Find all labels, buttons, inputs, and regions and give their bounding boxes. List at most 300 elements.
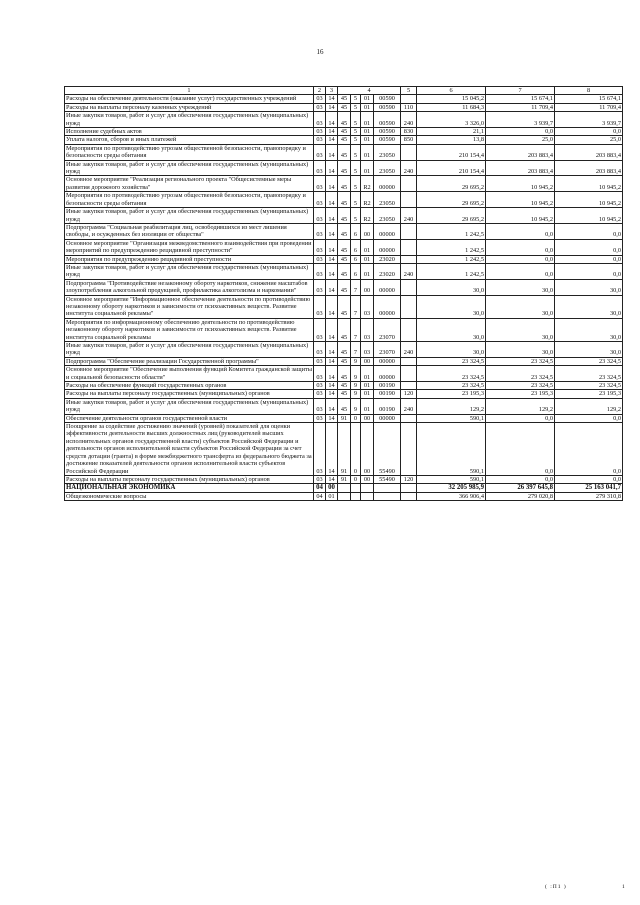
value-col-7: 23 324,5	[486, 357, 555, 365]
code-subprogram: 6	[351, 263, 361, 279]
code-expense-type: 240	[401, 160, 417, 176]
row-name: Иные закупки товаров, работ и услуг для обеспечения государственных (муниципальных) нужд	[65, 208, 314, 224]
code-expense-type: 120	[401, 390, 417, 398]
code-subprogram: 7	[351, 342, 361, 358]
code-direction: 00190	[374, 382, 401, 390]
value-col-7: 0,0	[486, 255, 555, 263]
code-expense-type	[401, 414, 417, 422]
code-expense-type	[401, 357, 417, 365]
row-name: Уплата налогов, сборов и иных платежей	[65, 136, 314, 144]
code-section: 03	[314, 382, 326, 390]
budget-table	[64, 86, 623, 501]
header-col-2: 2	[314, 87, 326, 95]
value-col-6: 32 205 985,9	[417, 484, 486, 492]
code-program: 91	[338, 475, 351, 483]
value-col-7: 0,0	[486, 263, 555, 279]
table-row	[65, 279, 623, 295]
code-direction: 00000	[374, 239, 401, 255]
code-section: 03	[314, 95, 326, 103]
code-subsection: 14	[326, 112, 338, 128]
value-col-8: 203 883,4	[555, 144, 623, 160]
table-row	[65, 208, 623, 224]
code-section: 03	[314, 390, 326, 398]
value-col-8: 10 945,2	[555, 176, 623, 192]
code-subsection: 14	[326, 255, 338, 263]
row-name: Иные закупки товаров, работ и услуг для обеспечения государственных (муниципальных) нужд	[65, 112, 314, 128]
code-subprogram: 5	[351, 208, 361, 224]
value-col-6: 15 045,2	[417, 95, 486, 103]
code-direction: 00000	[374, 414, 401, 422]
value-col-8: 25 163 041,7	[555, 484, 623, 492]
value-col-6: 366 906,4	[417, 492, 486, 500]
table-row	[65, 263, 623, 279]
code-subprogram: 5	[351, 192, 361, 208]
row-name: Подпрограмма "Обеспечение реализации Государственной программы"	[65, 357, 314, 365]
code-direction: 23050	[374, 160, 401, 176]
code-subprogram: 7	[351, 295, 361, 318]
value-col-6: 23 324,5	[417, 357, 486, 365]
value-col-8: 0,0	[555, 239, 623, 255]
code-measure: R2	[361, 208, 374, 224]
code-direction: 55490	[374, 475, 401, 483]
code-section: 03	[314, 176, 326, 192]
code-direction: 23050	[374, 144, 401, 160]
code-subsection: 14	[326, 357, 338, 365]
value-col-6: 29 695,2	[417, 192, 486, 208]
value-col-6: 1 242,5	[417, 255, 486, 263]
code-direction	[374, 484, 401, 492]
value-col-6: 590,1	[417, 475, 486, 483]
code-subprogram: 7	[351, 318, 361, 341]
code-expense-type	[401, 223, 417, 239]
value-col-6: 210 154,4	[417, 144, 486, 160]
code-direction: 00000	[374, 223, 401, 239]
value-col-8: 23 324,5	[555, 366, 623, 382]
code-subprogram: 6	[351, 255, 361, 263]
code-expense-type	[401, 192, 417, 208]
table-row	[65, 112, 623, 128]
code-subsection: 14	[326, 160, 338, 176]
table-row	[65, 255, 623, 263]
code-measure: 03	[361, 342, 374, 358]
value-col-8: 203 883,4	[555, 160, 623, 176]
value-col-8: 0,0	[555, 423, 623, 476]
code-section: 03	[314, 357, 326, 365]
value-col-8: 0,0	[555, 263, 623, 279]
row-name: Иные закупки товаров, работ и услуг для обеспечения государственных (муниципальных) нужд	[65, 398, 314, 414]
code-expense-type: 850	[401, 136, 417, 144]
value-col-7: 203 883,4	[486, 144, 555, 160]
code-measure: 00	[361, 223, 374, 239]
code-section: 03	[314, 239, 326, 255]
code-subprogram: 5	[351, 160, 361, 176]
code-section: 03	[314, 208, 326, 224]
code-subprogram: 5	[351, 136, 361, 144]
code-program: 45	[338, 223, 351, 239]
code-program: 45	[338, 366, 351, 382]
value-col-8: 23 324,5	[555, 357, 623, 365]
table-row	[65, 192, 623, 208]
code-measure: 00	[361, 279, 374, 295]
code-direction: 00000	[374, 176, 401, 192]
value-col-8: 0,0	[555, 223, 623, 239]
code-measure: 01	[361, 239, 374, 255]
value-col-7: 0,0	[486, 128, 555, 136]
code-subsection: 14	[326, 279, 338, 295]
value-col-7: 15 674,1	[486, 95, 555, 103]
row-name: Подпрограмма "Социальная реабилитация лиц, освободившихся из мест лишения свободы, и осужденных без изоляции от общества"	[65, 223, 314, 239]
code-measure: 03	[361, 318, 374, 341]
value-col-8: 11 709,4	[555, 103, 623, 111]
code-expense-type	[401, 255, 417, 263]
code-program: 45	[338, 128, 351, 136]
table-row	[65, 176, 623, 192]
code-subprogram	[351, 484, 361, 492]
value-col-8: 15 674,1	[555, 95, 623, 103]
row-name: Мероприятия по противодействию угрозам общественной безопасности, правопорядку и безопасности среды обитания	[65, 144, 314, 160]
code-subsection: 14	[326, 144, 338, 160]
table-row	[65, 492, 623, 500]
code-subsection: 14	[326, 176, 338, 192]
code-direction	[374, 492, 401, 500]
footer-code: ( :П1 )	[545, 884, 567, 890]
code-subprogram: 7	[351, 279, 361, 295]
value-col-6: 590,1	[417, 414, 486, 422]
value-col-7: 203 883,4	[486, 160, 555, 176]
row-name: Мероприятия по противодействию угрозам общественной безопасности, правопорядку и безопасности среды обитания	[65, 192, 314, 208]
code-subprogram: 6	[351, 239, 361, 255]
code-program: 45	[338, 342, 351, 358]
code-measure: 01	[361, 160, 374, 176]
code-direction: 23050	[374, 208, 401, 224]
code-program: 45	[338, 318, 351, 341]
code-measure: 01	[361, 128, 374, 136]
row-name: Мероприятия по предупреждению рецидивной преступности	[65, 255, 314, 263]
value-col-6: 11 684,3	[417, 103, 486, 111]
code-subprogram: 5	[351, 95, 361, 103]
value-col-7: 30,0	[486, 295, 555, 318]
value-col-8: 23 324,5	[555, 382, 623, 390]
code-direction: 23050	[374, 192, 401, 208]
value-col-6: 21,1	[417, 128, 486, 136]
code-subsection: 14	[326, 318, 338, 341]
value-col-6: 13,8	[417, 136, 486, 144]
row-name: Основное мероприятие "Реализация регионального проекта "Общесистемные меры развития дорожного хозяйства"	[65, 176, 314, 192]
value-col-7: 23 195,3	[486, 390, 555, 398]
code-subsection: 14	[326, 192, 338, 208]
code-program: 45	[338, 357, 351, 365]
table-row	[65, 95, 623, 103]
code-subprogram: 0	[351, 475, 361, 483]
value-col-6: 129,2	[417, 398, 486, 414]
code-section: 03	[314, 398, 326, 414]
code-section: 04	[314, 492, 326, 500]
code-subsection: 14	[326, 382, 338, 390]
value-col-8: 30,0	[555, 342, 623, 358]
code-measure: 01	[361, 366, 374, 382]
table-row	[65, 136, 623, 144]
value-col-8: 10 945,2	[555, 208, 623, 224]
code-direction: 23070	[374, 342, 401, 358]
row-name: Основное мероприятие "Организация межведомственного взаимодействия при проведении мероприятий по предупреждению рецидивной преступности"	[66, 239, 312, 255]
code-program: 45	[338, 208, 351, 224]
code-measure: 01	[361, 144, 374, 160]
code-section: 03	[314, 423, 326, 476]
code-subsection: 14	[326, 475, 338, 483]
value-col-8: 0,0	[555, 414, 623, 422]
code-program: 45	[338, 136, 351, 144]
value-col-7: 279 020,8	[486, 492, 555, 500]
code-direction: 00590	[374, 103, 401, 111]
code-program: 45	[338, 103, 351, 111]
value-col-7: 10 945,2	[486, 208, 555, 224]
code-section: 03	[314, 160, 326, 176]
footer-mark: 1	[622, 884, 625, 890]
code-program: 45	[338, 144, 351, 160]
code-section: 03	[314, 144, 326, 160]
code-subsection: 14	[326, 414, 338, 422]
code-measure: 01	[361, 103, 374, 111]
code-program: 45	[338, 192, 351, 208]
code-subprogram: 9	[351, 382, 361, 390]
header-col-5: 5	[401, 87, 417, 95]
header-col-1: 1	[65, 87, 314, 95]
code-subprogram: 0	[351, 423, 361, 476]
code-direction: 23070	[374, 318, 401, 341]
value-col-6: 23 195,3	[417, 390, 486, 398]
value-col-8: 0,0	[555, 128, 623, 136]
code-subprogram: 9	[351, 398, 361, 414]
code-measure: 01	[361, 263, 374, 279]
row-name: Иные закупки товаров, работ и услуг для обеспечения государственных (муниципальных) нужд	[65, 160, 314, 176]
code-expense-type	[401, 382, 417, 390]
code-section: 03	[314, 192, 326, 208]
code-direction: 00000	[374, 279, 401, 295]
table-row	[65, 390, 623, 398]
code-section: 03	[314, 112, 326, 128]
table-row	[65, 423, 623, 476]
code-subprogram: 9	[351, 357, 361, 365]
code-direction: 00000	[374, 295, 401, 318]
code-section: 03	[314, 103, 326, 111]
code-expense-type: 830	[401, 128, 417, 136]
value-col-7: 0,0	[486, 423, 555, 476]
code-subsection: 14	[326, 295, 338, 318]
row-name: Расходы на выплаты персоналу государственных (муниципальных) органов	[65, 475, 314, 483]
code-measure: 01	[361, 112, 374, 128]
value-col-8: 0,0	[555, 255, 623, 263]
code-subprogram: 9	[351, 366, 361, 382]
value-col-8: 279 310,8	[555, 492, 623, 500]
value-col-7: 26 397 645,8	[486, 484, 555, 492]
row-name: Расходы на выплаты персоналу казенных учреждений	[65, 103, 314, 111]
code-subsection: 01	[326, 492, 338, 500]
table-row	[65, 414, 623, 422]
row-name: НАЦИОНАЛЬНАЯ ЭКОНОМИКА	[65, 484, 314, 492]
value-col-7: 30,0	[486, 318, 555, 341]
code-measure: 01	[361, 390, 374, 398]
value-col-8: 25,0	[555, 136, 623, 144]
code-expense-type: 240	[401, 398, 417, 414]
code-expense-type	[401, 239, 417, 255]
code-expense-type	[401, 279, 417, 295]
code-subprogram: 6	[351, 223, 361, 239]
code-expense-type	[401, 366, 417, 382]
value-col-7: 3 939,7	[486, 112, 555, 128]
code-program: 91	[338, 423, 351, 476]
code-direction: 00190	[374, 390, 401, 398]
code-direction: 00590	[374, 95, 401, 103]
table-row	[65, 239, 623, 255]
header-col-7: 7	[486, 87, 555, 95]
table-row	[65, 144, 623, 160]
value-col-6: 590,1	[417, 423, 486, 476]
value-col-6: 1 242,5	[417, 223, 486, 239]
value-col-8: 0,0	[555, 475, 623, 483]
value-col-7: 10 945,2	[486, 192, 555, 208]
code-direction: 23020	[374, 255, 401, 263]
value-col-6: 3 326,0	[417, 112, 486, 128]
code-measure: 00	[361, 423, 374, 476]
code-subprogram: 5	[351, 144, 361, 160]
value-col-7: 30,0	[486, 279, 555, 295]
code-program: 45	[338, 255, 351, 263]
value-col-7: 23 324,5	[486, 382, 555, 390]
code-section: 03	[314, 263, 326, 279]
code-subsection: 14	[326, 223, 338, 239]
code-measure: 00	[361, 414, 374, 422]
table-row	[65, 318, 623, 341]
code-subsection: 14	[326, 128, 338, 136]
table-row	[65, 366, 623, 382]
code-measure: 01	[361, 382, 374, 390]
code-measure	[361, 484, 374, 492]
value-col-8: 23 195,3	[555, 390, 623, 398]
value-col-7: 0,0	[486, 223, 555, 239]
code-program: 45	[338, 95, 351, 103]
code-program: 45	[338, 160, 351, 176]
header-col-6: 6	[417, 87, 486, 95]
code-subsection: 14	[326, 103, 338, 111]
value-col-6: 30,0	[417, 342, 486, 358]
code-program: 45	[338, 239, 351, 255]
code-measure: 01	[361, 136, 374, 144]
row-name: Расходы на выплаты персоналу государственных (муниципальных) органов	[65, 390, 314, 398]
table-row	[65, 357, 623, 365]
table-row-section	[65, 484, 623, 492]
table-row	[65, 342, 623, 358]
value-col-7: 11 709,4	[486, 103, 555, 111]
header-col-4: 4	[338, 87, 401, 95]
code-measure: 03	[361, 295, 374, 318]
value-col-8: 10 945,2	[555, 192, 623, 208]
code-subprogram: 9	[351, 390, 361, 398]
code-expense-type	[401, 95, 417, 103]
code-section: 03	[314, 475, 326, 483]
code-subsection: 14	[326, 342, 338, 358]
code-expense-type: 240	[401, 342, 417, 358]
code-program	[338, 484, 351, 492]
code-measure: R2	[361, 176, 374, 192]
code-measure: 01	[361, 398, 374, 414]
table-row	[65, 103, 623, 111]
value-col-7: 30,0	[486, 342, 555, 358]
table-row	[65, 160, 623, 176]
code-section: 03	[314, 366, 326, 382]
value-col-6: 30,0	[417, 318, 486, 341]
value-col-7: 0,0	[486, 414, 555, 422]
code-direction: 00590	[374, 128, 401, 136]
value-col-7: 23 324,5	[486, 366, 555, 382]
value-col-6: 23 324,5	[417, 366, 486, 382]
code-expense-type	[401, 176, 417, 192]
code-program: 45	[338, 382, 351, 390]
table-row	[65, 295, 623, 318]
value-col-6: 1 242,5	[417, 239, 486, 255]
code-subsection: 14	[326, 366, 338, 382]
code-subsection: 14	[326, 263, 338, 279]
value-col-6: 29 695,2	[417, 176, 486, 192]
value-col-8: 129,2	[555, 398, 623, 414]
value-col-7: 25,0	[486, 136, 555, 144]
code-direction: 55490	[374, 423, 401, 476]
code-subprogram: 5	[351, 103, 361, 111]
row-name: Иные закупки товаров, работ и услуг для обеспечения государственных (муниципальных) нужд	[65, 342, 314, 358]
code-expense-type	[401, 492, 417, 500]
code-expense-type: 240	[401, 208, 417, 224]
code-subsection: 14	[326, 239, 338, 255]
code-measure: 01	[361, 95, 374, 103]
code-expense-type	[401, 144, 417, 160]
code-measure	[361, 492, 374, 500]
table-row	[65, 223, 623, 239]
code-program: 91	[338, 414, 351, 422]
header-col-3: 3	[326, 87, 338, 95]
code-program: 45	[338, 398, 351, 414]
value-col-7: 129,2	[486, 398, 555, 414]
code-subsection: 00	[326, 484, 338, 492]
code-direction: 00590	[374, 112, 401, 128]
table-row	[65, 382, 623, 390]
code-subprogram: 5	[351, 128, 361, 136]
code-subsection: 14	[326, 390, 338, 398]
table-row	[65, 398, 623, 414]
code-subsection: 14	[326, 423, 338, 476]
code-section: 03	[314, 342, 326, 358]
code-program: 45	[338, 295, 351, 318]
value-col-8: 30,0	[555, 295, 623, 318]
code-direction: 00000	[374, 366, 401, 382]
header-col-8: 8	[555, 87, 623, 95]
code-program: 45	[338, 279, 351, 295]
value-col-6: 1 242,5	[417, 263, 486, 279]
row-name: Расходы на обеспечение деятельности (оказание услуг) государственных учреждений	[65, 95, 314, 103]
code-section: 03	[314, 223, 326, 239]
row-name: Основное мероприятие "Обеспечение выполнения функций Комитета гражданской защиты и социальной безопасности области"	[66, 366, 312, 381]
value-col-7: 0,0	[486, 475, 555, 483]
code-measure: 00	[361, 357, 374, 365]
value-col-6: 23 324,5	[417, 382, 486, 390]
code-section: 03	[314, 136, 326, 144]
value-col-6: 210 154,4	[417, 160, 486, 176]
row-name: Расходы на обеспечение функций государственных органов	[65, 382, 314, 390]
code-subprogram	[351, 492, 361, 500]
code-direction: 00000	[374, 357, 401, 365]
code-direction: 23020	[374, 263, 401, 279]
code-section: 03	[314, 255, 326, 263]
code-expense-type	[401, 318, 417, 341]
code-subprogram: 0	[351, 414, 361, 422]
